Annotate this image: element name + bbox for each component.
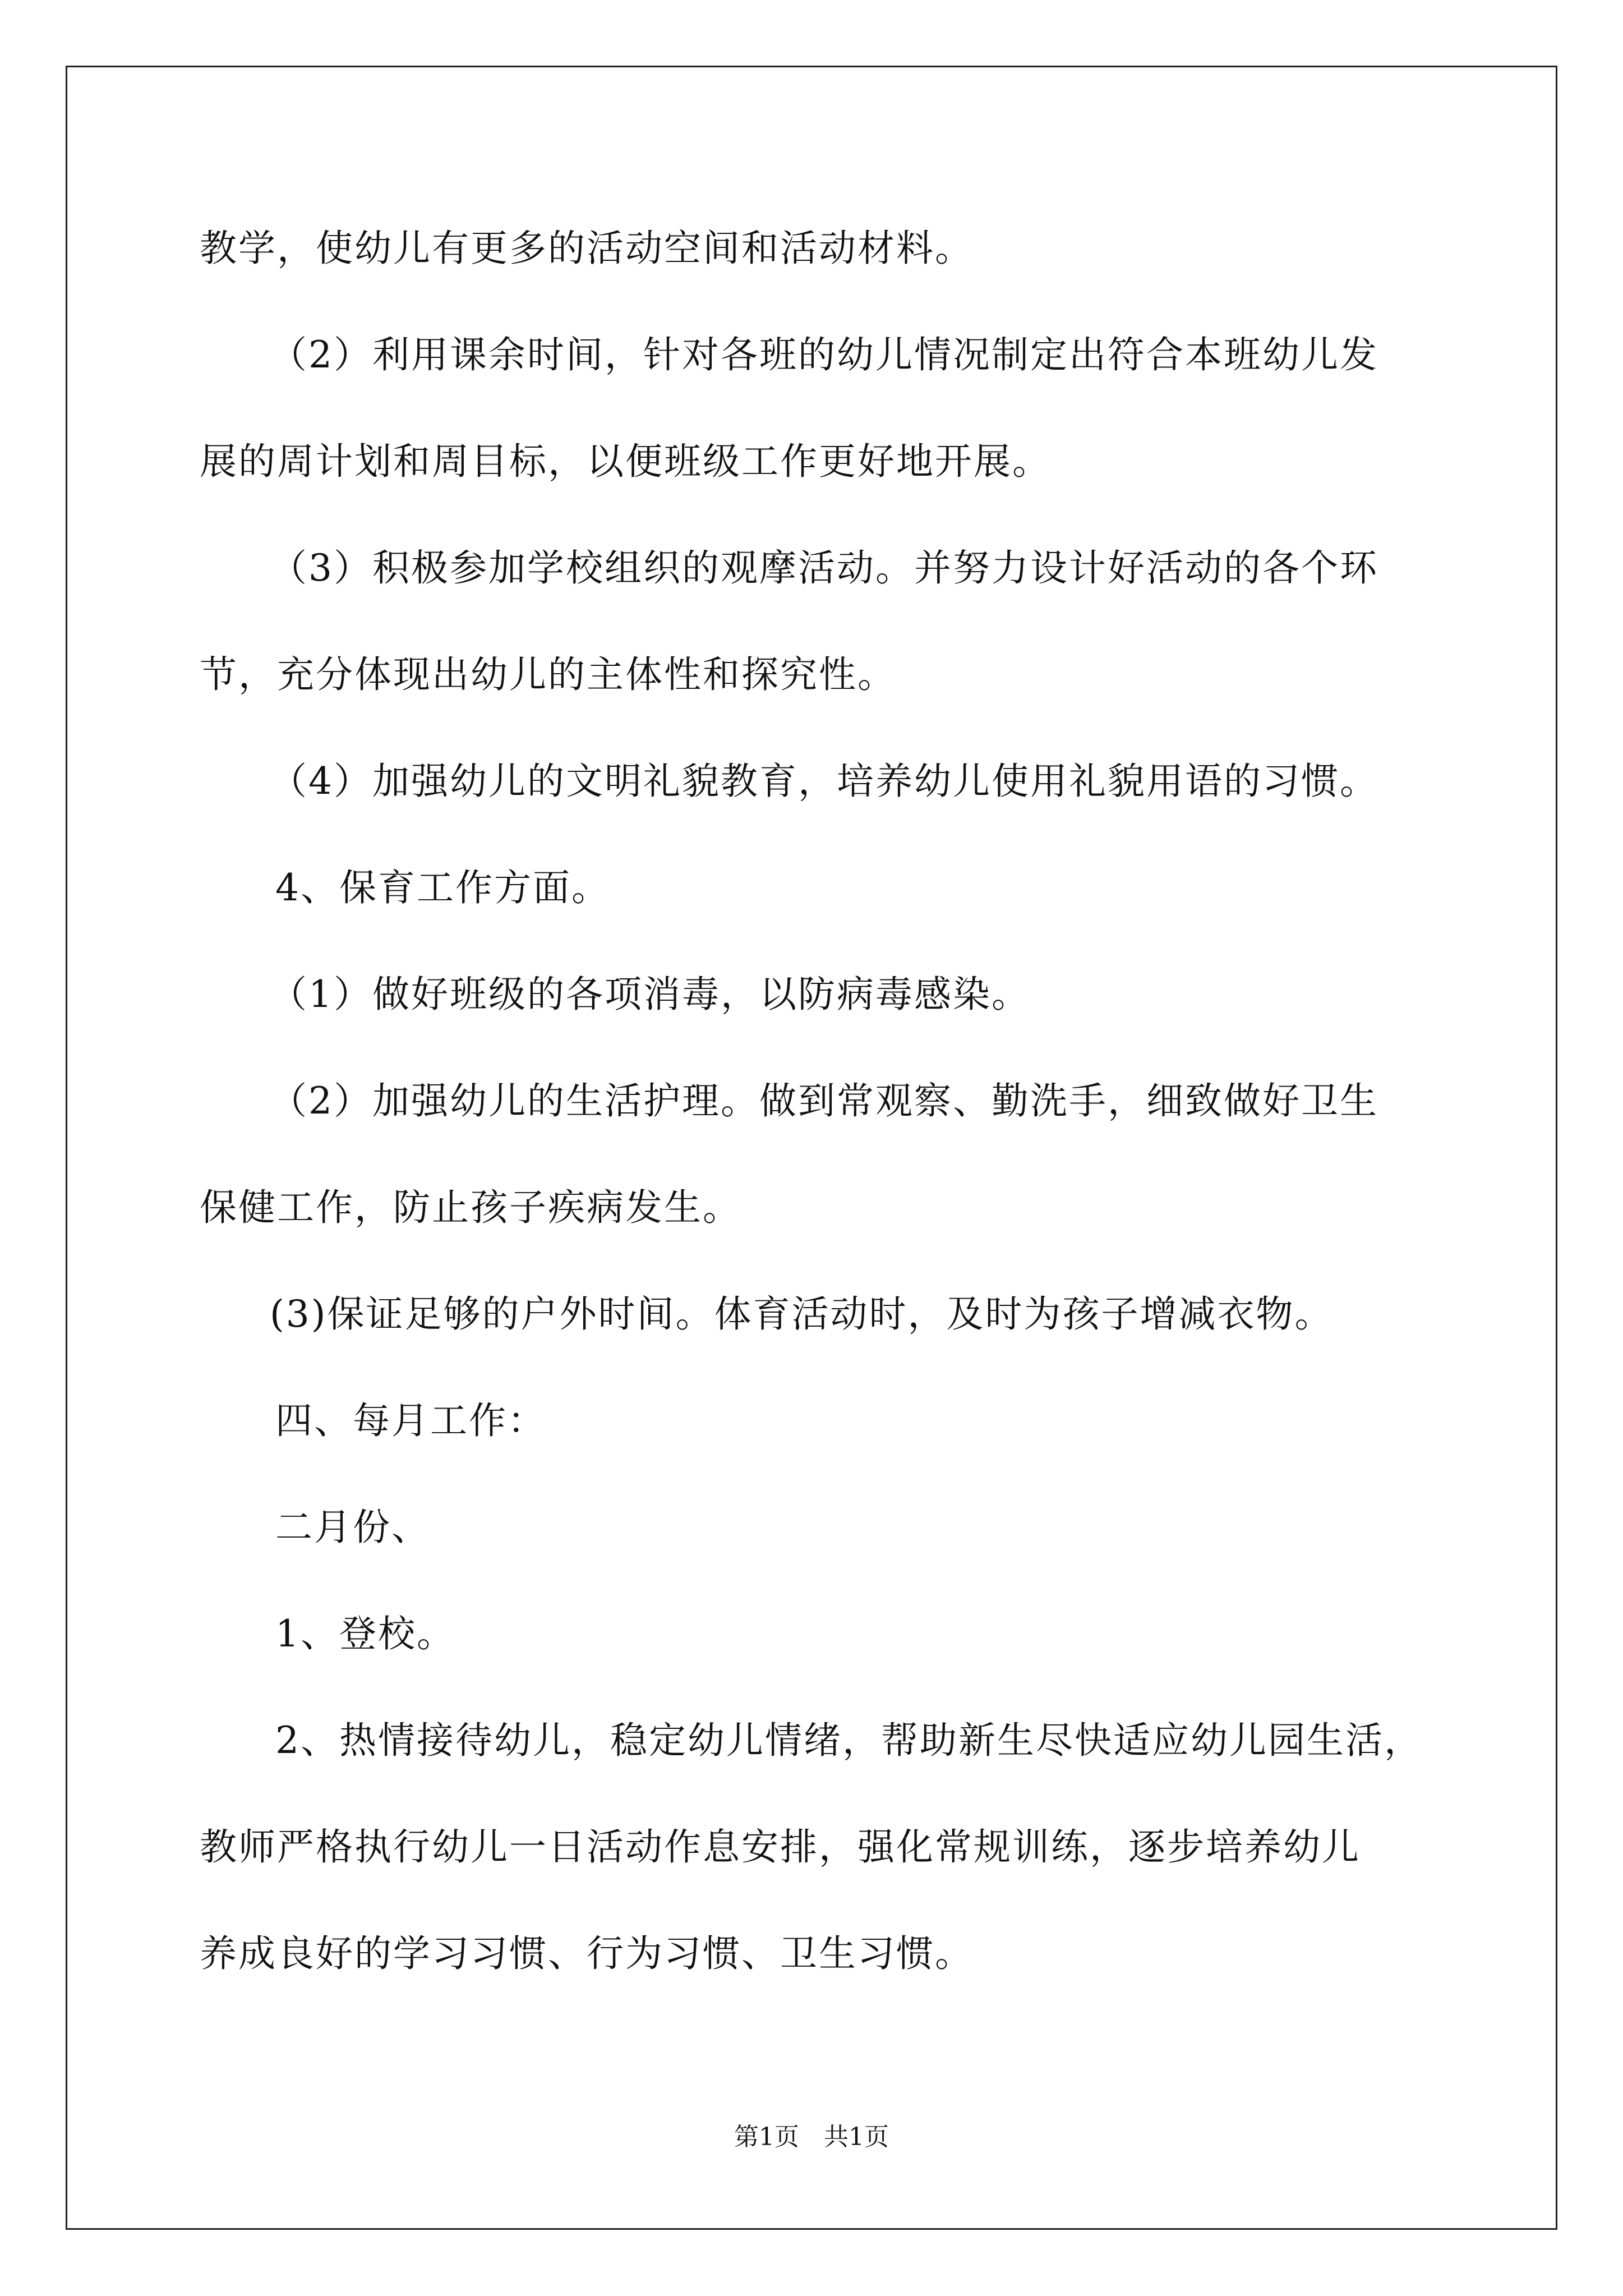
section-heading: 四、每月工作： bbox=[275, 1399, 546, 1442]
text-line: 节，充分体现出幼儿的主体性和探究性。 bbox=[200, 653, 896, 696]
text-line: 养成良好的学习习惯、行为习惯、卫生习惯。 bbox=[200, 1932, 974, 1975]
text-line: 保健工作，防止孩子疾病发生。 bbox=[200, 1186, 741, 1229]
page-border bbox=[66, 66, 1557, 2230]
text-line: （3）积极参加学校组织的观摩活动。并努力设计好活动的各个环 bbox=[270, 546, 1378, 590]
subsection-heading: 二月份、 bbox=[275, 1506, 430, 1549]
text-line: 教师严格执行幼儿一日活动作息安排，强化常规训练，逐步培养幼儿 bbox=[200, 1825, 1361, 1869]
text-line: 1、登校。 bbox=[275, 1612, 455, 1655]
text-line: (3)保证足够的户外时间。体育活动时，及时为孩子增减衣物。 bbox=[270, 1292, 1334, 1336]
section-heading: 4、保育工作方面。 bbox=[275, 866, 610, 909]
text-line: （1）做好班级的各项消毒，以防病毒感染。 bbox=[270, 973, 1030, 1016]
text-line: 展的周计划和周目标，以便班级工作更好地开展。 bbox=[200, 440, 1051, 483]
page-number-footer: 第1页 共1页 bbox=[734, 2123, 889, 2151]
text-line: （4）加强幼儿的文明礼貌教育，培养幼儿使用礼貌用语的习惯。 bbox=[270, 760, 1378, 803]
text-line: 教学，使幼儿有更多的活动空间和活动材料。 bbox=[200, 227, 974, 270]
text-line: （2）利用课余时间，针对各班的幼儿情况制定出符合本班幼儿发 bbox=[270, 333, 1378, 376]
text-line: （2）加强幼儿的生活护理。做到常观察、勤洗手，细致做好卫生 bbox=[270, 1079, 1378, 1122]
text-line: 2、热情接待幼儿，稳定幼儿情绪，帮助新生尽快适应幼儿园生活， bbox=[275, 1719, 1423, 1762]
